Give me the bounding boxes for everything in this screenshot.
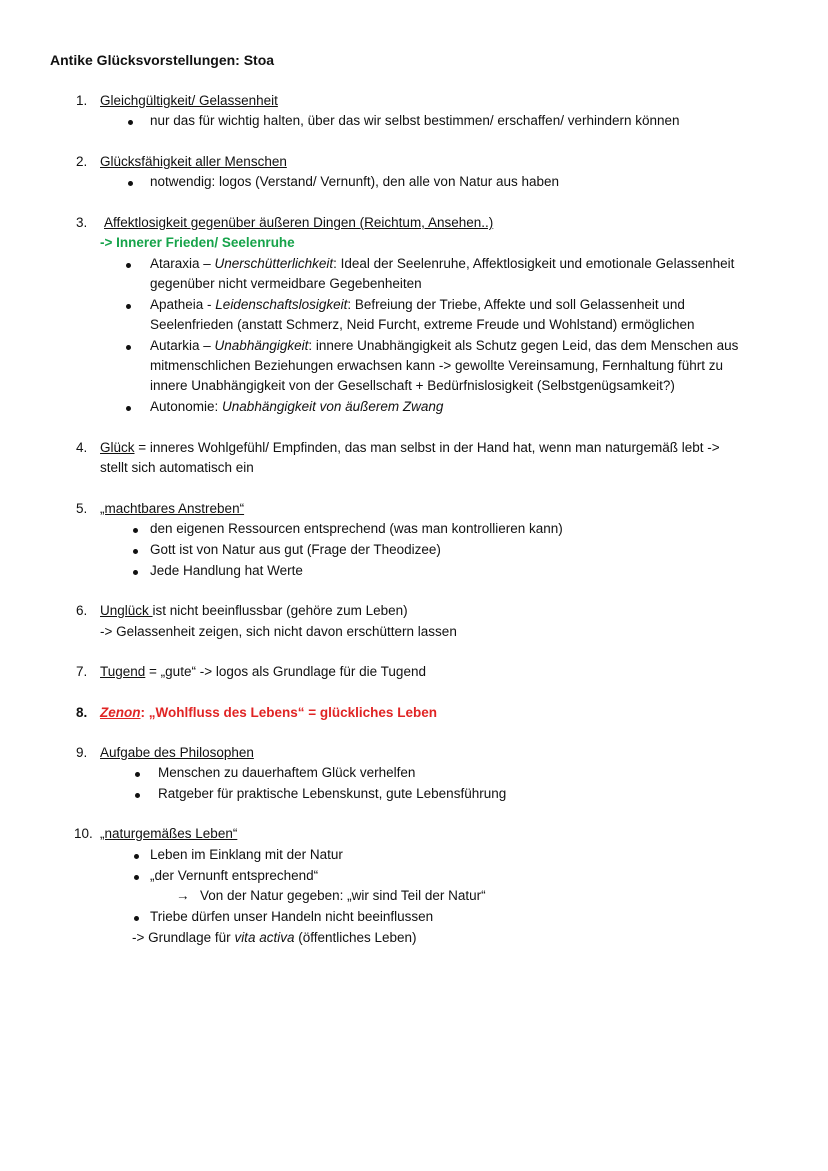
- section-5-bullet-2: Gott ist von Natur aus gut (Frage der Theodizee): [150, 542, 441, 557]
- section-1-heading: Gleichgültigkeit/ Gelassenheit: [100, 93, 278, 108]
- bullet-icon: [134, 875, 139, 880]
- section-8-text: Zenon: „Wohlfluss des Lebens“ = glückliches Leben: [100, 705, 437, 720]
- section-10-bullet-1: Leben im Einklang mit der Natur: [150, 847, 343, 862]
- section-3-number: 3.: [76, 215, 88, 230]
- section-10-bullet-2: „der Vernunft entsprechend“: [150, 868, 319, 883]
- bullet-icon: [133, 570, 138, 575]
- section-7-number: 7.: [76, 664, 88, 679]
- section-1-number: 1.: [76, 93, 88, 108]
- section-3-bullet-2: Apatheia - Leidenschaftslosigkeit: Befreiung der Triebe, Affekte und soll Gelassenheit und: [150, 297, 685, 312]
- section-3-bullet-2-cont: Seelenfrieden (anstatt Schmerz, Neid Furcht, extreme Freude und Wohlstand) ermöglichen: [150, 317, 695, 332]
- section-9-heading: Aufgabe des Philosophen: [100, 745, 254, 760]
- section-7-text: Tugend = „gute“ -> logos als Grundlage für die Tugend: [100, 664, 426, 679]
- bullet-icon: [128, 120, 133, 125]
- section-10-sub-item: Von der Natur gegeben: „wir sind Teil der Natur“: [200, 888, 486, 903]
- section-3-bullet-3: Autarkia – Unabhängigkeit: innere Unabhängigkeit als Schutz gegen Leid, das dem Menschen aus: [150, 338, 739, 353]
- section-3-bullet-3-cont2: innere Unabhängigkeit von der Gesellschaft + Bedürfnislosigkeit (Selbstgenügsamkeit?): [150, 378, 675, 393]
- section-9-bullet-1: Menschen zu dauerhaftem Glück verhelfen: [158, 765, 416, 780]
- bullet-icon: [135, 772, 140, 777]
- document-title: Antike Glücksvorstellungen: Stoa: [50, 52, 275, 68]
- section-3-bullet-3-cont: mitmenschlichen Beziehungen erwachsen kann -> gewollte Vereinsamung, Fernhaltung führt zu: [150, 358, 723, 373]
- bullet-icon: [133, 528, 138, 533]
- section-5-heading: „machtbares Anstreben“: [100, 501, 245, 516]
- section-10-number: 10.: [74, 826, 93, 841]
- bullet-icon: [126, 304, 131, 309]
- section-2-heading: Glücksfähigkeit aller Menschen: [100, 154, 287, 169]
- section-4-text-cont: stellt sich automatisch ein: [100, 460, 254, 475]
- section-6-text: Unglück ist nicht beeinflussbar (gehöre zum Leben): [100, 603, 408, 618]
- section-6-number: 6.: [76, 603, 88, 618]
- section-9-bullet-2: Ratgeber für praktische Lebenskunst, gute Lebensführung: [158, 786, 507, 801]
- section-3-subheading: -> Innerer Frieden/ Seelenruhe: [100, 235, 295, 250]
- section-10-bullet-3: Triebe dürfen unser Handeln nicht beeinflussen: [150, 909, 434, 924]
- section-9-number: 9.: [76, 745, 88, 760]
- bullet-icon: [126, 345, 131, 350]
- bullet-icon: [128, 181, 133, 186]
- section-3-bullet-1: Ataraxia – Unerschütterlichkeit: Ideal der Seelenruhe, Affektlosigkeit und emotionale Gelassenheit: [150, 256, 735, 271]
- section-3-bullet-1-cont: gegenüber nicht vermeidbare Gegebenheiten: [150, 276, 422, 291]
- section-5-bullet-3: Jede Handlung hat Werte: [150, 563, 303, 578]
- bullet-icon: [135, 793, 140, 798]
- section-5-number: 5.: [76, 501, 88, 516]
- section-2-bullet-1: notwendig: logos (Verstand/ Vernunft), den alle von Natur aus haben: [150, 174, 560, 189]
- arrow-right-icon: →: [176, 888, 190, 903]
- bullet-icon: [134, 916, 139, 921]
- bullet-icon: [126, 406, 131, 411]
- bullet-icon: [134, 854, 139, 859]
- section-1-bullet-1: nur das für wichtig halten, über das wir selbst bestimmen/ erschaffen/ verhindern können: [150, 113, 680, 128]
- section-3-heading: Affektlosigkeit gegenüber äußeren Dingen (Reichtum, Ansehen..): [104, 215, 494, 230]
- section-4-text: Glück = inneres Wohlgefühl/ Empfinden, das man selbst in der Hand hat, wenn man naturgemäß lebt ->: [100, 440, 720, 455]
- section-6-text-cont: -> Gelassenheit zeigen, sich nicht davon erschüttern lassen: [100, 624, 457, 639]
- bullet-icon: [133, 549, 138, 554]
- section-3-bullet-4: Autonomie: Unabhängigkeit von äußerem Zwang: [150, 399, 444, 414]
- section-2-number: 2.: [76, 154, 88, 169]
- section-10-heading: „naturgemäßes Leben“: [100, 826, 238, 841]
- bullet-icon: [126, 263, 131, 268]
- section-8-number: 8.: [76, 705, 88, 720]
- section-5-bullet-1: den eigenen Ressourcen entsprechend (was man kontrollieren kann): [150, 521, 563, 536]
- section-10-conclusion: -> Grundlage für vita activa (öffentliches Leben): [132, 930, 417, 945]
- section-4-number: 4.: [76, 440, 88, 455]
